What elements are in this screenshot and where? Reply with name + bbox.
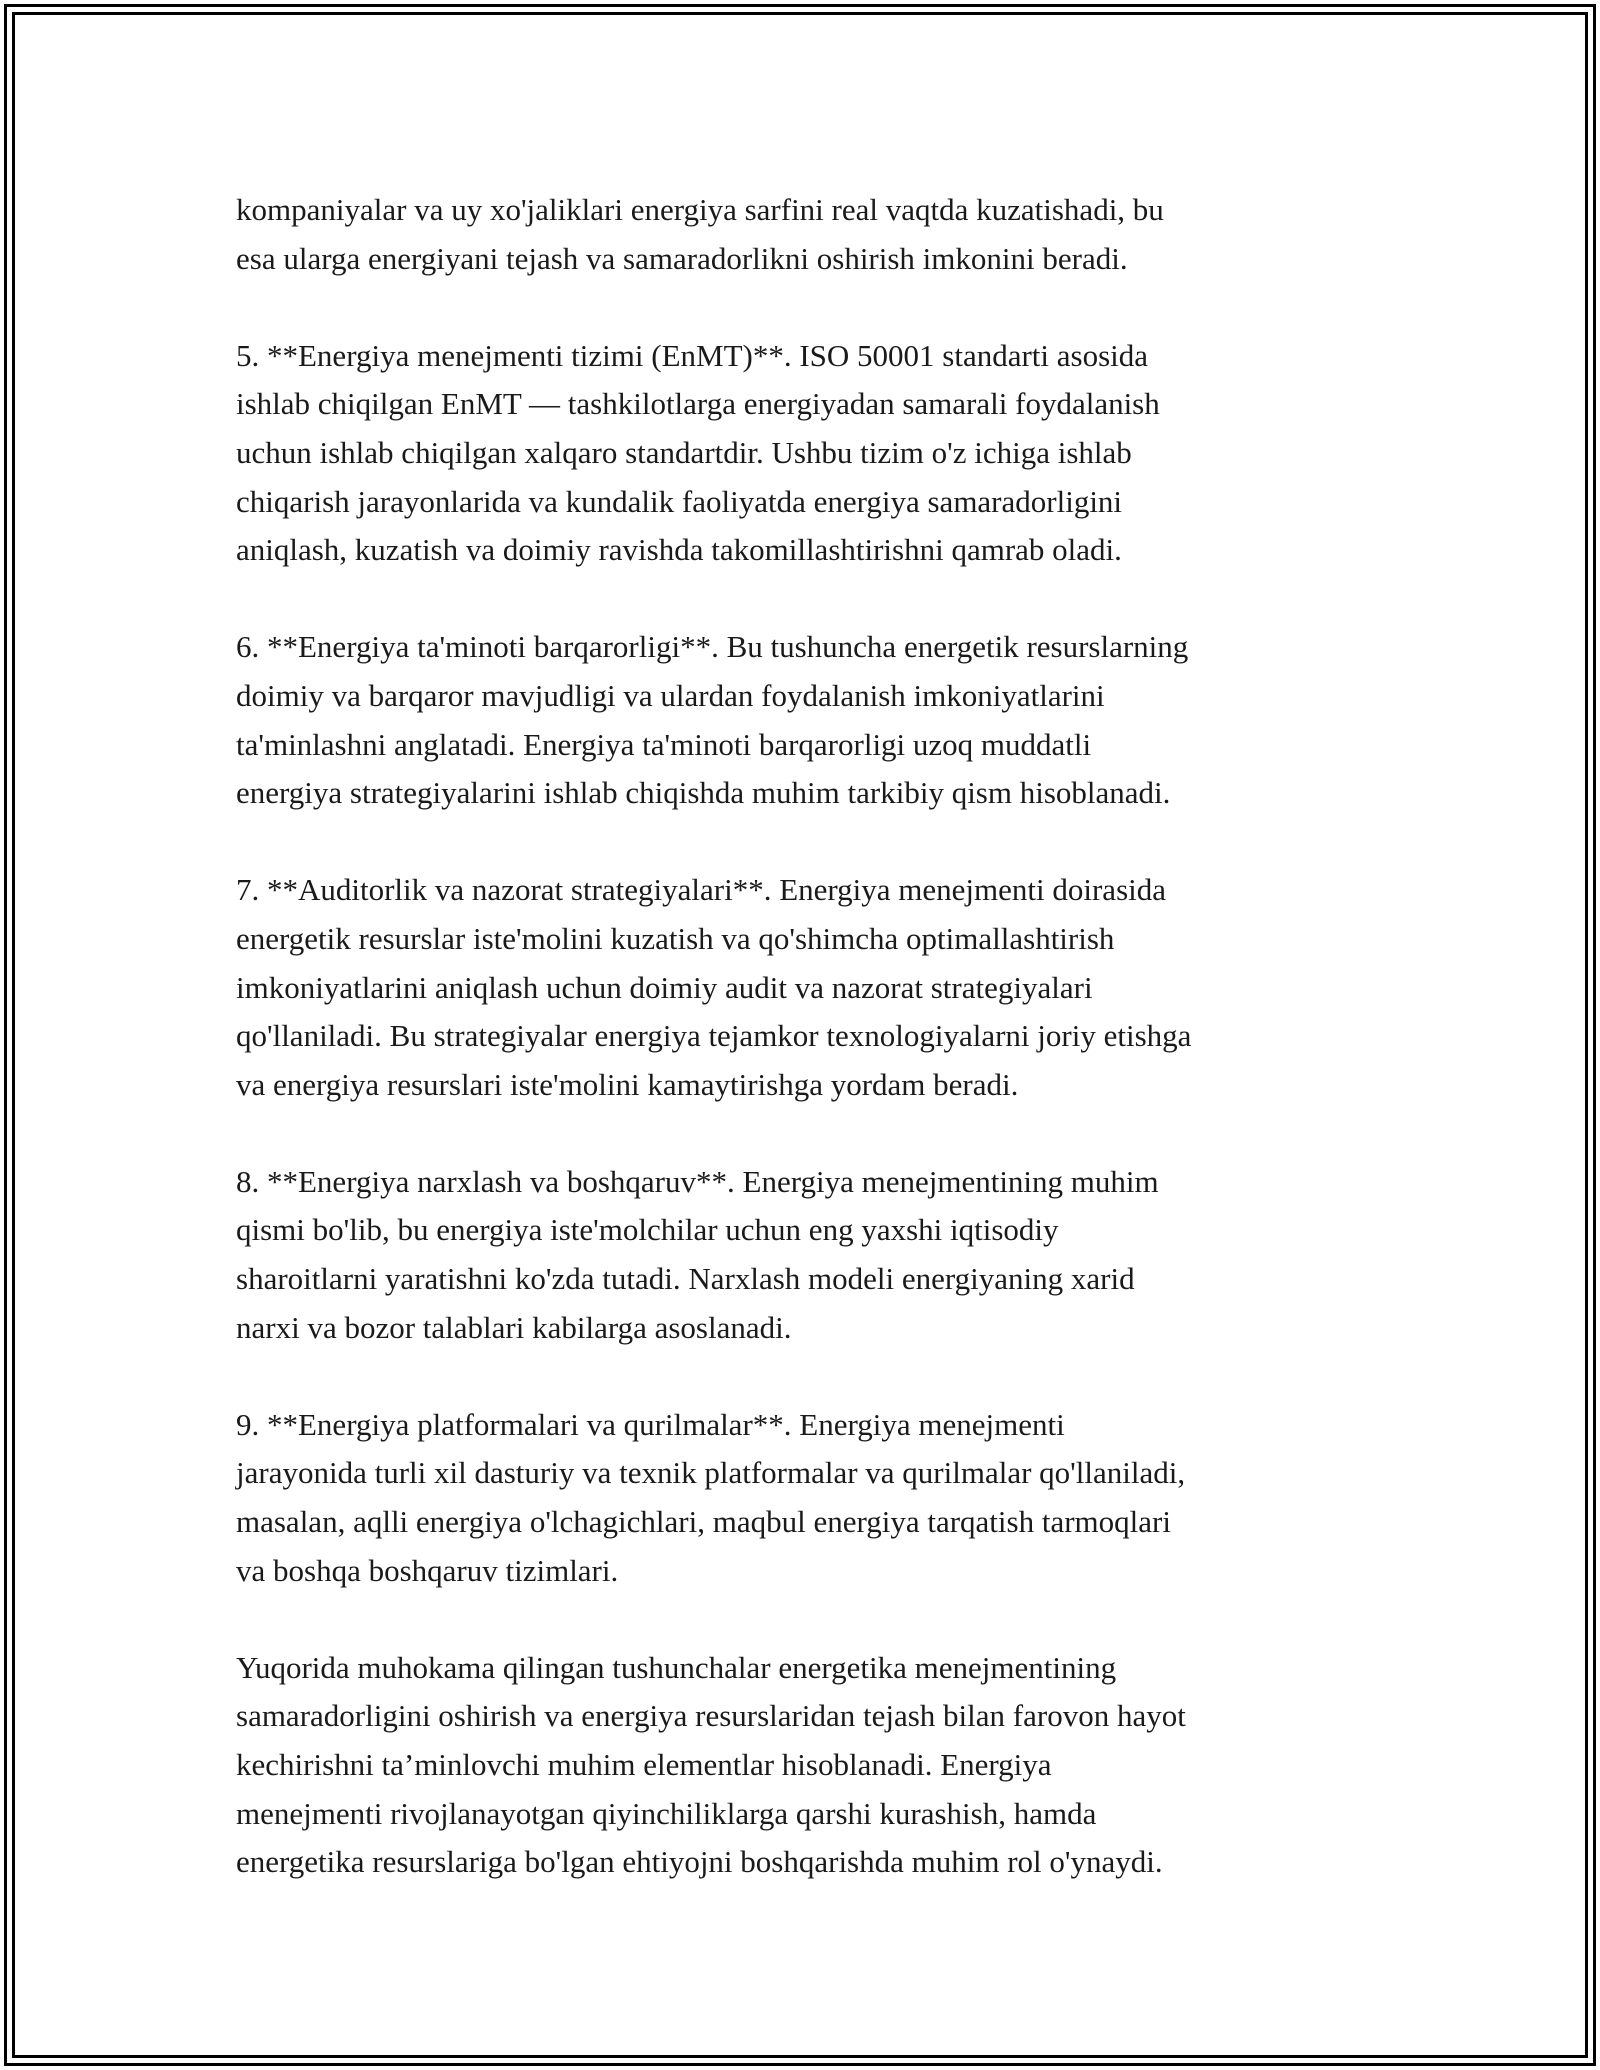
text-line: masalan, aqlli energiya o'lchagichlari, maqbul energiya tarqatish tarmoqlari (236, 1504, 1171, 1540)
text-line: 9. **Energiya platformalari va qurilmalar**. Energiya menejmenti (236, 1406, 1065, 1442)
text-line: kechirishni ta’minlovchi muhim elementlar hisoblanadi. Energiya (236, 1747, 1052, 1782)
text-line: doimiy va barqaror mavjudligi va ulardan foydalanish imkoniyatlarini (236, 677, 1105, 713)
text-line: Yuqorida muhokama qilingan tushunchalar energetika menejmentining (236, 1649, 1117, 1685)
text-line: energiya strategiyalarini ishlab chiqishda muhim tarkibiy qism hisoblanadi. (236, 775, 1171, 811)
text-line: energetik resurslar iste'molini kuzatish va qo'shimcha optimallashtirish (236, 920, 1115, 956)
text-line: 5. **Energiya menejmenti tizimi (EnMT)**. ISO 50001 standarti asosida (236, 337, 1149, 373)
text-line: va boshqa boshqaruv tizimlari. (236, 1552, 619, 1588)
text-line: samaradorligini oshirish va energiya resurslaridan tejash bilan farovon hayot (236, 1698, 1186, 1734)
paragraph-item-6 (236, 623, 1386, 817)
text-line: va energiya resurslari iste'molini kamaytirishga yordam beradi. (236, 1066, 1019, 1102)
paragraph-item-9 (236, 1401, 1386, 1595)
text-line: 6. **Energiya ta'minoti barqarorligi**. Bu tushuncha energetik resurslarning (236, 629, 1189, 665)
text-line: jarayonida turli xil dasturiy va texnik platformalar va qurilmalar qo'llaniladi, (236, 1455, 1186, 1491)
text-line: sharoitlarni yaratishni ko'zda tutadi. Narxlash modeli energiyaning xarid (236, 1261, 1135, 1297)
paragraph-intro-continuation (236, 186, 1386, 283)
text-line: menejmenti rivojlanayotgan qiyinchiliklarga qarshi kurashish, hamda (236, 1795, 1097, 1831)
text-line: aniqlash, kuzatish va doimiy ravishda takomillashtirishni qamrab oladi. (236, 532, 1122, 568)
text-line: ishlab chiqilgan EnMT — tashkilotlarga energiyadan samarali foydalanish (236, 386, 1160, 422)
paragraph-item-5 (236, 332, 1386, 575)
paragraph-item-8 (236, 1158, 1386, 1352)
document-body (236, 186, 1386, 1935)
text-line: kompaniyalar va uy xo'jaliklari energiya sarfini real vaqtda kuzatishadi, bu (236, 192, 1164, 227)
paragraph-conclusion (236, 1644, 1386, 1887)
text-line: energetika resurslariga bo'lgan ehtiyojni boshqarishda muhim rol o'ynaydi. (236, 1844, 1163, 1880)
text-line: 7. **Auditorlik va nazorat strategiyalari**. Energiya menejmenti doirasida (236, 872, 1166, 908)
text-line: narxi va bozor talablari kabilarga asoslanadi. (236, 1309, 792, 1345)
text-line: uchun ishlab chiqilgan xalqaro standartdir. Ushbu tizim o'z ichiga ishlab (236, 434, 1132, 470)
text-line: qismi bo'lib, bu energiya iste'molchilar uchun eng yaxshi iqtisodiy (236, 1212, 1059, 1248)
text-line: 8. **Energiya narxlash va boshqaruv**. Energiya menejmentining muhim (236, 1163, 1159, 1199)
text-line: esa ularga energiyani tejash va samaradorlikni oshirish imkonini beradi. (236, 240, 1128, 276)
text-line: imkoniyatlarini aniqlash uchun doimiy audit va nazorat strategiyalari (236, 969, 1093, 1005)
text-line: ta'minlashni anglatadi. Energiya ta'minoti barqarorligi uzoq muddatli (236, 726, 1092, 762)
text-line: chiqarish jarayonlarida va kundalik faoliyatda energiya samaradorligini (236, 483, 1123, 519)
text-line: qo'llaniladi. Bu strategiyalar energiya tejamkor texnologiyalarni joriy etishga (236, 1018, 1192, 1054)
paragraph-item-7 (236, 866, 1386, 1109)
